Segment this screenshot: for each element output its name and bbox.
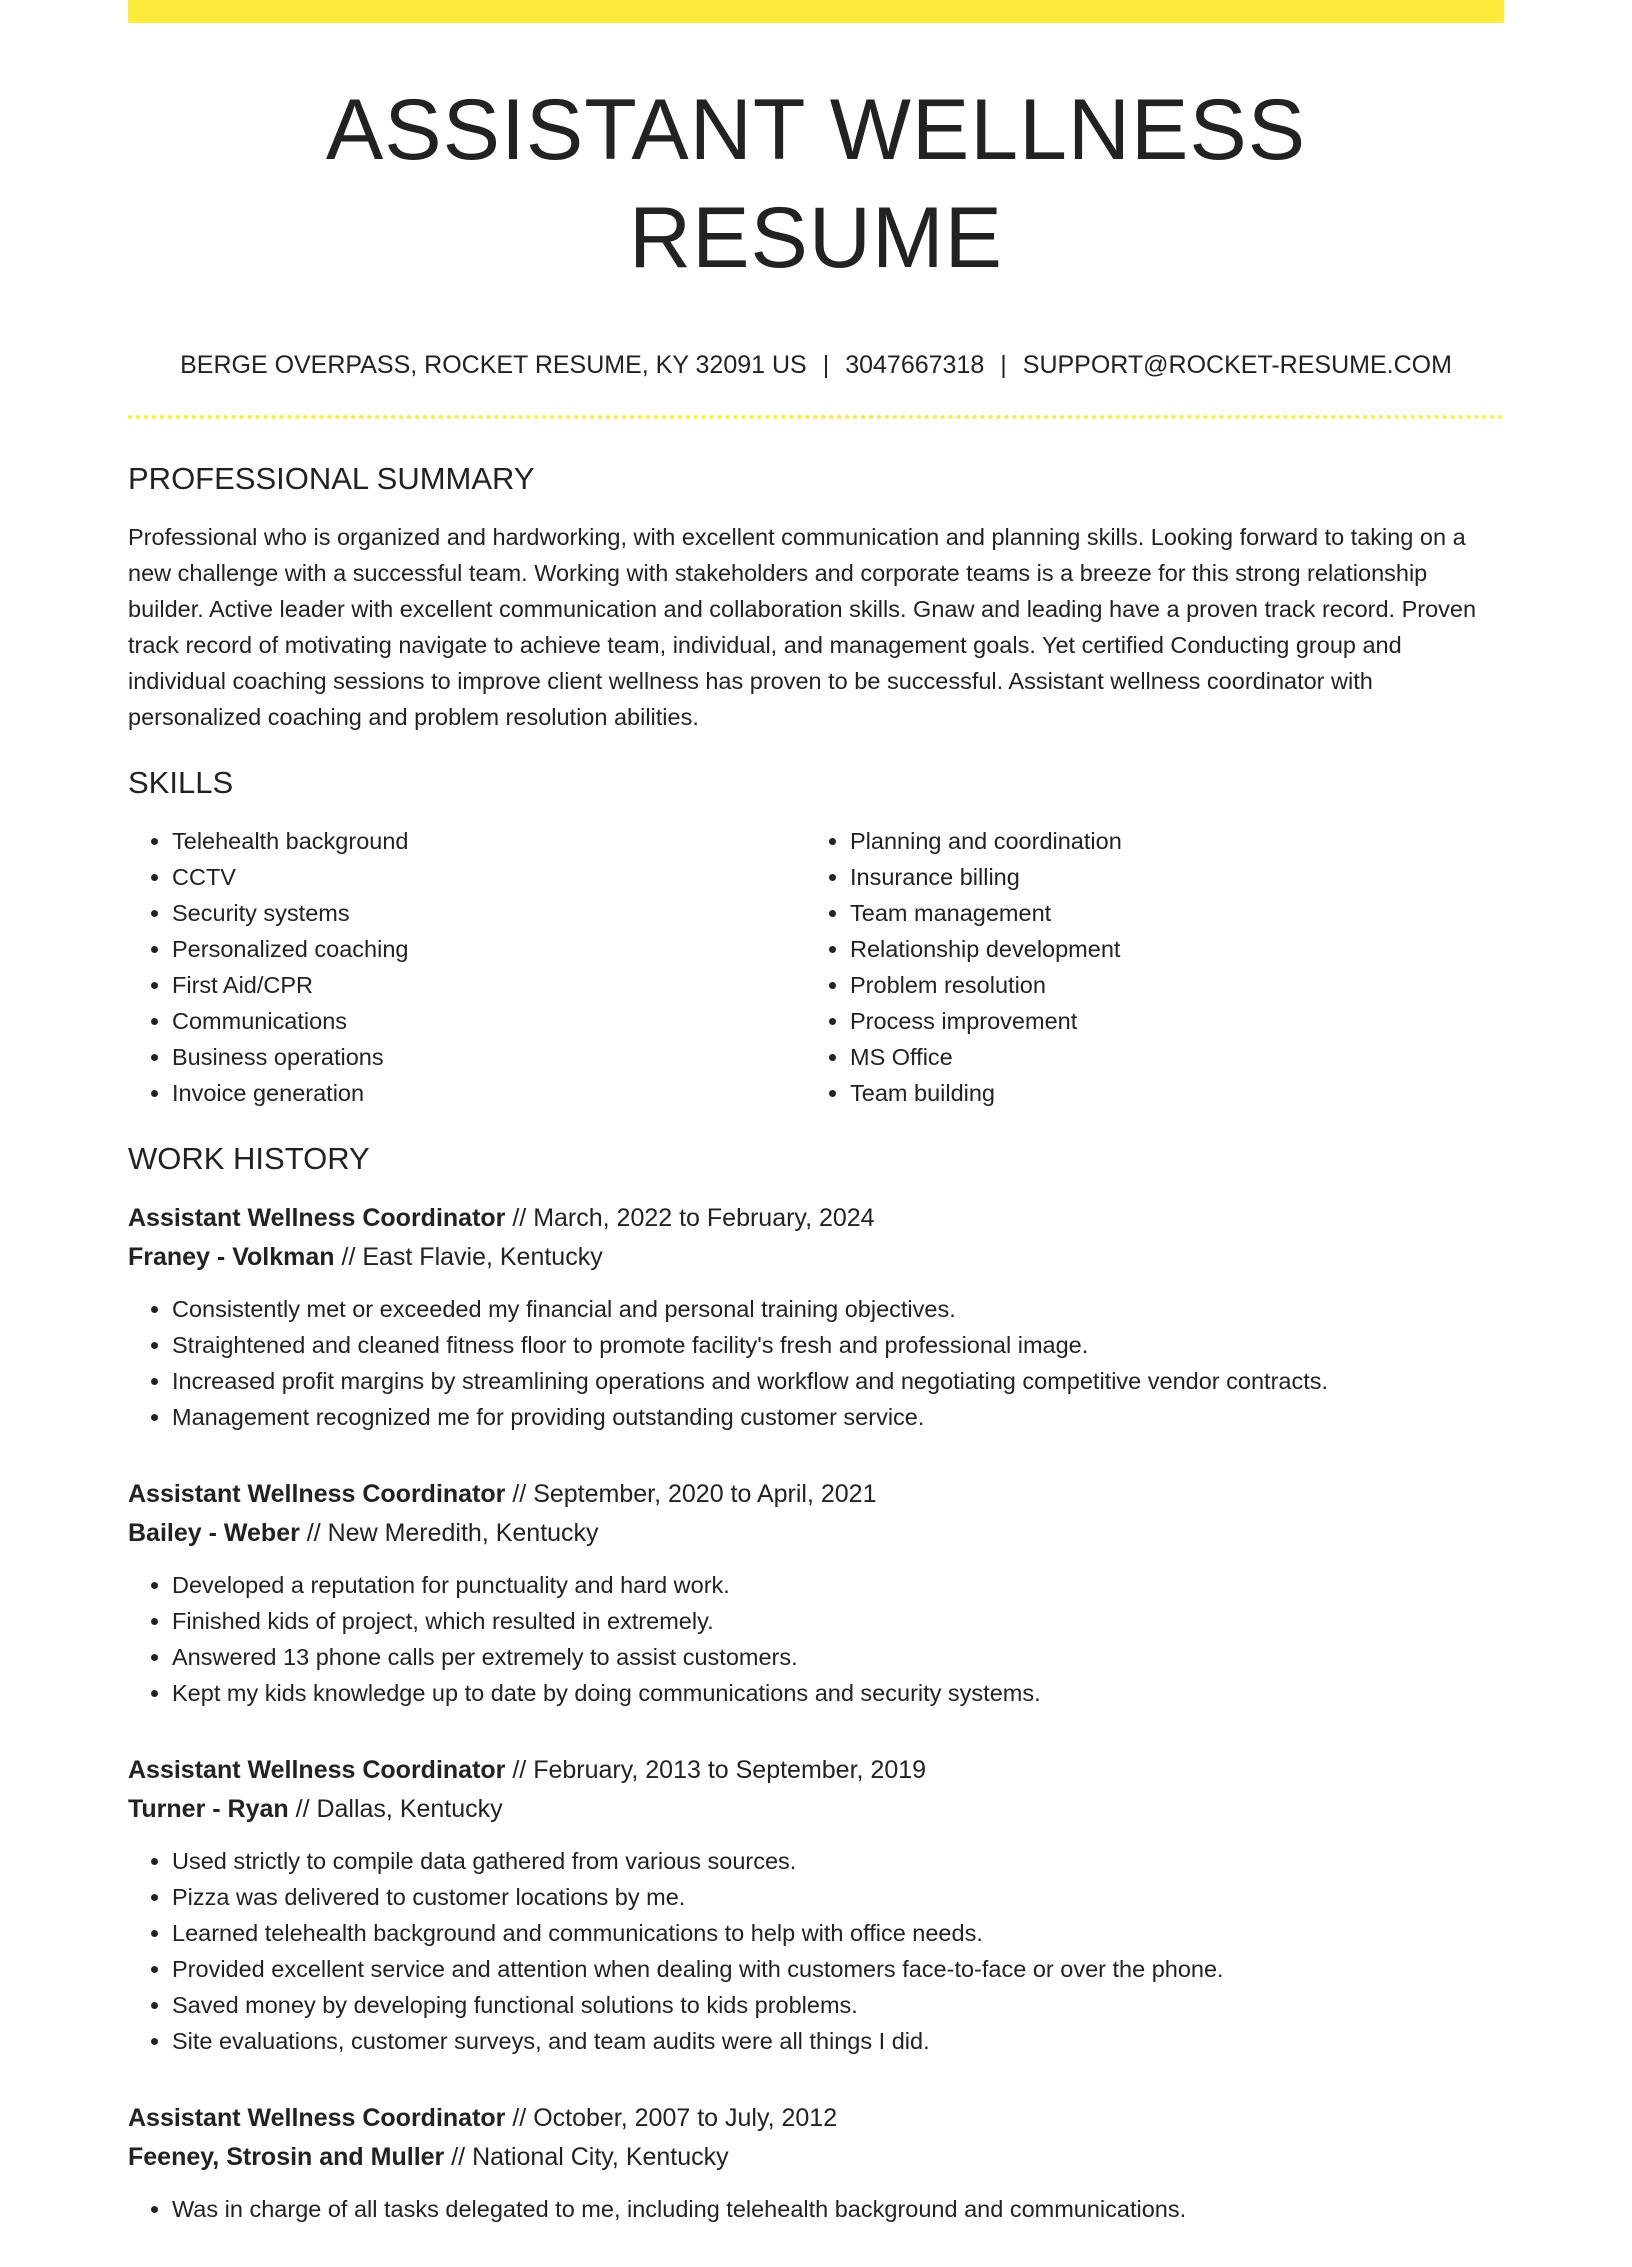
skill-item: • Process improvement <box>850 1003 1484 1039</box>
summary-heading: PROFESSIONAL SUMMARY <box>128 461 535 496</box>
skill-item: • Team management <box>850 895 1484 931</box>
summary-text: Professional who is organized and hardworking, with excellent communication and planning skills. Looking forward to taking on a new challenge with a successful team. Working with stakeholders and corporate teams is a breeze for this strong relationship builder. Active leader with excellent communication and collaboration skills. Gnaw and leading have a proven track record. Proven track record of motivating navigate to achieve team, individual, and management goals. Yet certified Conducting group and individual coaching sessions to improve client wellness has proven to be successful. Assistant wellness coordinator with personalized coaching and problem resolution abilities. <box>128 524 1477 730</box>
resume-name: ASSISTANT WELLNESS RESUME <box>325 82 1307 286</box>
job-title-line <box>128 2099 1504 2138</box>
job-company-line <box>128 1514 1504 1553</box>
skills-heading: SKILLS <box>128 765 234 800</box>
contact-phone: 3047667318 <box>845 351 985 379</box>
job-title-line <box>128 1475 1504 1514</box>
job-role: Assistant Wellness Coordinator <box>128 2104 506 2132</box>
skill-item: • Problem resolution <box>850 967 1484 1003</box>
job-company: Franey - Volkman <box>128 1243 335 1271</box>
skill-item: • Insurance billing <box>850 859 1484 895</box>
job-bullet: • Provided excellent service and attention when dealing with customers face-to-face or over the phone. <box>172 1951 1504 1987</box>
job-entry <box>128 1199 1504 1435</box>
skill-item: • Communications <box>172 1003 806 1039</box>
job-bullets <box>128 2191 1504 2227</box>
skill-item: • Invoice generation <box>172 1075 806 1111</box>
job-dates: // March, 2022 to February, 2024 <box>505 1204 875 1232</box>
job-company-line <box>128 1790 1504 1829</box>
job-role: Assistant Wellness Coordinator <box>128 1756 506 1784</box>
job-location: // National City, Kentucky <box>444 2143 729 2171</box>
contact-line <box>128 349 1504 381</box>
skills-columns <box>128 823 1504 1111</box>
job-company-line <box>128 1238 1504 1277</box>
contact-separator: | <box>822 351 830 379</box>
job-bullets <box>128 1291 1504 1435</box>
dotted-divider <box>128 415 1504 419</box>
skill-item: • Telehealth background <box>172 823 806 859</box>
job-bullets <box>128 1843 1504 2059</box>
job-title-line <box>128 1751 1504 1790</box>
job-dates: // September, 2020 to April, 2021 <box>505 1480 877 1508</box>
job-bullet: • Saved money by developing functional solutions to kids problems. <box>172 1987 1504 2023</box>
job-company: Turner - Ryan <box>128 1795 289 1823</box>
skill-item: • MS Office <box>850 1039 1484 1075</box>
job-bullet: • Kept my kids knowledge up to date by doing communications and security systems. <box>172 1675 1504 1711</box>
job-bullet: • Learned telehealth background and communications to help with office needs. <box>172 1915 1504 1951</box>
job-bullet: • Used strictly to compile data gathered from various sources. <box>172 1843 1504 1879</box>
job-entry <box>128 1751 1504 2059</box>
job-dates: // October, 2007 to July, 2012 <box>505 2104 838 2132</box>
skill-item: • First Aid/CPR <box>172 967 806 1003</box>
job-entry <box>128 2099 1504 2227</box>
contact-email: SUPPORT@ROCKET-RESUME.COM <box>1022 351 1452 379</box>
job-bullet: • Management recognized me for providing outstanding customer service. <box>172 1399 1504 1435</box>
job-company: Feeney, Strosin and Muller <box>128 2143 445 2171</box>
contact-address: BERGE OVERPASS, ROCKET RESUME, KY 32091 US <box>180 351 807 379</box>
job-bullet: • Was in charge of all tasks delegated to me, including telehealth background and communications. <box>172 2191 1504 2227</box>
resume-content <box>128 0 1504 2267</box>
job-title-line <box>128 1199 1504 1238</box>
skill-item: • Team building <box>850 1075 1484 1111</box>
job-bullet: • Site evaluations, customer surveys, and team audits were all things I did. <box>172 2023 1504 2059</box>
job-bullet: • Consistently met or exceeded my financial and personal training objectives. <box>172 1291 1504 1327</box>
job-bullet: • Straightened and cleaned fitness floor to promote facility's fresh and professional image. <box>172 1327 1504 1363</box>
job-bullet: • Answered 13 phone calls per extremely to assist customers. <box>172 1639 1504 1675</box>
contact-separator: | <box>1000 351 1007 379</box>
job-company-line <box>128 2138 1504 2177</box>
job-location: // East Flavie, Kentucky <box>334 1243 603 1271</box>
skill-item: • CCTV <box>172 859 806 895</box>
job-location: // New Meredith, Kentucky <box>299 1519 599 1547</box>
job-bullet: • Developed a reputation for punctuality and hard work. <box>172 1567 1504 1603</box>
job-bullets <box>128 1567 1504 1711</box>
skill-item: • Business operations <box>172 1039 806 1075</box>
job-company: Bailey - Weber <box>128 1519 300 1547</box>
job-role: Assistant Wellness Coordinator <box>128 1480 506 1508</box>
skill-item: • Planning and coordination <box>850 823 1484 859</box>
skill-item: • Security systems <box>172 895 806 931</box>
skill-item: • Relationship development <box>850 931 1484 967</box>
job-dates: // February, 2013 to September, 2019 <box>505 1756 927 1784</box>
work-history-heading: WORK HISTORY <box>128 1141 370 1176</box>
skill-item: • Personalized coaching <box>172 931 806 967</box>
skills-right-list <box>806 823 1484 1111</box>
job-bullet: • Increased profit margins by streamlining operations and workflow and negotiating competitive vendor contracts. <box>172 1363 1504 1399</box>
job-role: Assistant Wellness Coordinator <box>128 1204 506 1232</box>
job-location: // Dallas, Kentucky <box>288 1795 503 1823</box>
job-bullet: • Finished kids of project, which resulted in extremely. <box>172 1603 1504 1639</box>
job-bullet: • Pizza was delivered to customer locations by me. <box>172 1879 1504 1915</box>
skills-left-list <box>128 823 806 1111</box>
job-entry <box>128 1475 1504 1711</box>
